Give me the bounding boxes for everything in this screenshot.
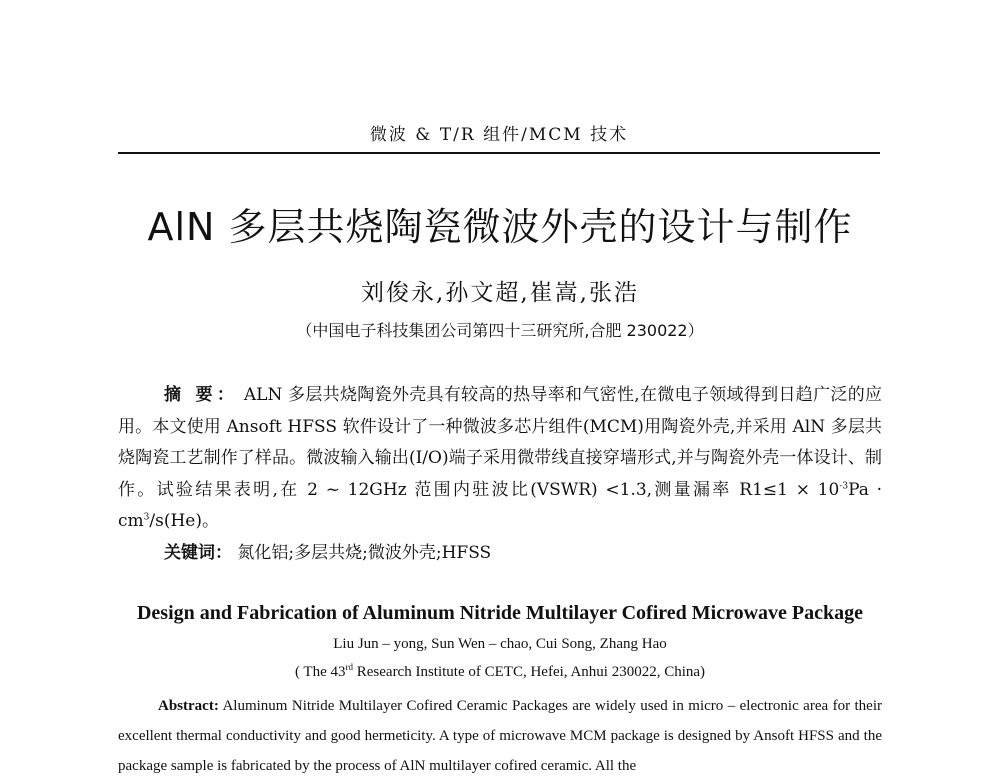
author-list: 刘俊永,孙文超,崔嵩,张浩: [361, 280, 639, 306]
abstract-cn: [118, 380, 882, 538]
abstract-cn-unit: Pa · cm: [118, 479, 882, 531]
english-affiliation-post: Research Institute of CETC, Hefei, Anhui 230022, China): [353, 664, 706, 680]
keywords-cn-text: 氮化铝;多层共烧;微波外壳;HFSS: [237, 543, 492, 563]
english-affiliation: [100, 664, 900, 681]
abstract-cn-unit-exponent: 3: [143, 512, 150, 523]
running-head: 微波 & T/R 组件/MCM 技术: [369, 125, 629, 145]
abstract-cn-exponent: -3: [839, 480, 849, 491]
english-abstract-label: Abstract:: [158, 698, 219, 714]
english-abstract-text: Aluminum Nitride Multilayer Cofired Ceramic Packages are widely used in micro – electronic area for their excellent thermal conductivity and good hermeticity. A type of microwave MCM package is designed by Ansoft HFSS and the package sample is fabricated by the process of AlN multilayer cofired ceramic. All the: [118, 698, 882, 774]
english-authors: Liu Jun – yong, Sun Wen – chao, Cui Song, Zhang Hao: [333, 636, 667, 652]
keywords-cn: [164, 538, 880, 569]
english-affiliation-sup: rd: [345, 662, 353, 672]
english-abstract: [118, 691, 882, 781]
header-rule: [118, 152, 880, 154]
abstract-cn-text: ALN 多层共烧陶瓷外壳具有较高的热导率和气密性,在微电子领域得到日趋广泛的应用。本文使用 Ansoft HFSS 软件设计了一种微波多芯片组件(MCM)用陶瓷外壳,并采用 AlN 多层共烧陶瓷工艺制作了样品。微波输入输出(I/O)端子采用微带线直接穿墙形式,并与陶瓷外壳一体设计、制作。试验结果表明,在 2 ~ 12GHz 范围内驻波比(VSWR) <1.3,测量漏率 R1≤1 × 10: [118, 385, 883, 500]
affiliation: （中国电子科技集团公司第四十三研究所,合肥 230022）: [296, 321, 704, 340]
english-affiliation-pre: ( The 43: [294, 664, 346, 680]
paper-title: AlN 多层共烧陶瓷微波外壳的设计与制作: [147, 205, 853, 249]
keywords-cn-label: 关键词：: [164, 543, 232, 563]
english-title: Design and Fabrication of Aluminum Nitride Multilayer Cofired Microwave Package: [136, 602, 864, 624]
abstract-cn-label: 摘 要：: [164, 385, 239, 405]
abstract-cn-end: /s(He)。: [149, 511, 219, 531]
